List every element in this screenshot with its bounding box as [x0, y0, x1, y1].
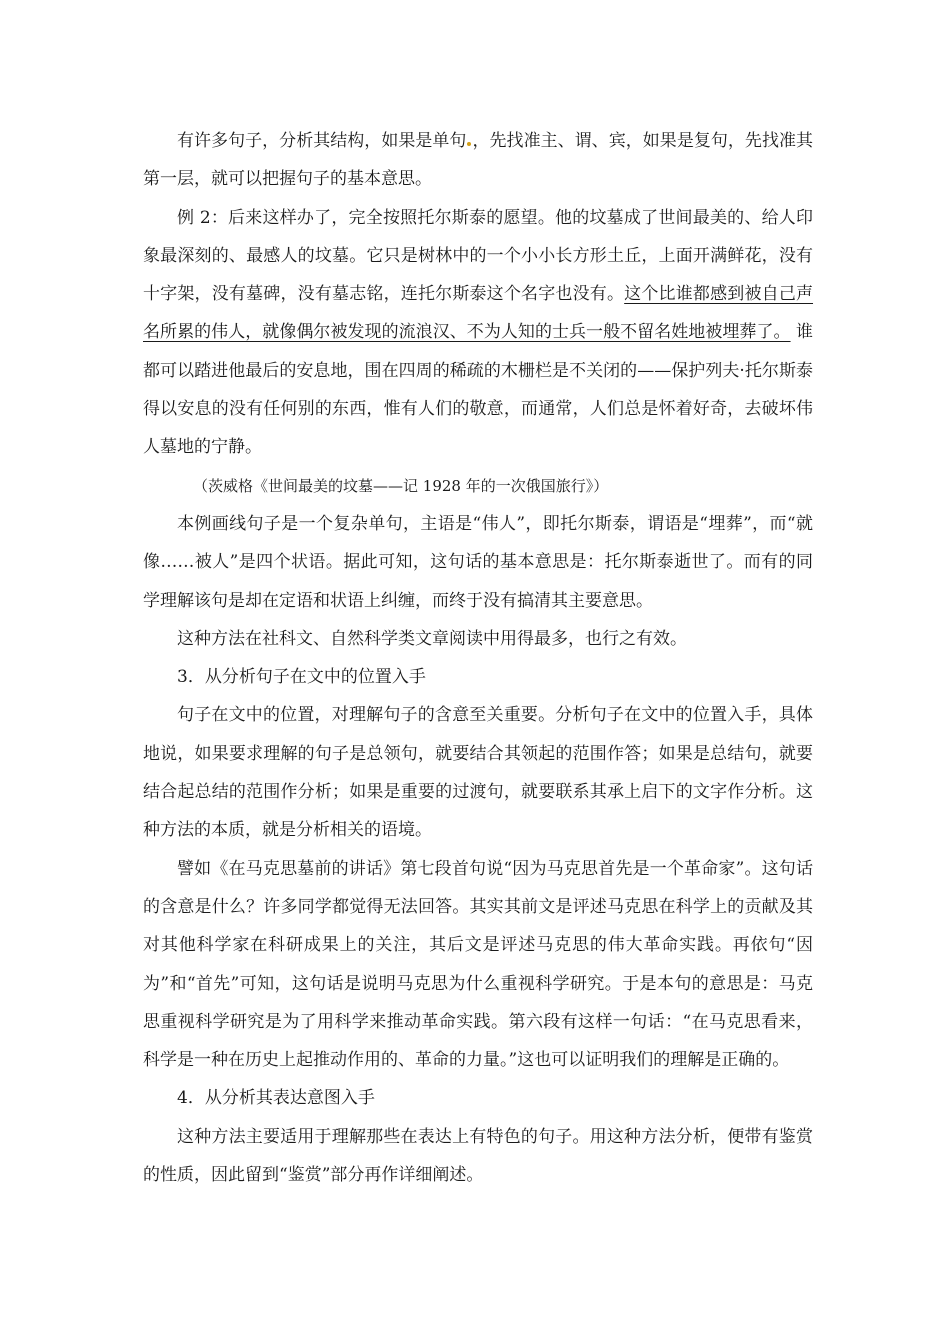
paragraph-text: ，先找准主、谓、宾，如果是复句，先找准其第一层，就可以把握句子的基本意思。 — [143, 131, 814, 190]
source-citation: （茨威格《世间最美的坟墓——记 1928 年的一次俄国旅行》） — [193, 476, 609, 495]
underlined-sentence: 这个比谁都感到被自己声名所累的伟人，就像偶尔被发现的流浪汉、不为人知的士兵一般不留名姓地被埋葬了。 — [143, 284, 814, 343]
paragraph-text: 有许多句子，分析其结构，如果是单句 — [177, 131, 467, 151]
paragraph-method-note: 这种方法在社科文、自然科学类文章阅读中用得最多，也行之有效。 — [177, 628, 687, 649]
paragraph-marx-example: 譬如《在马克思墓前的讲话》第七段首句说“因为马克思首先是一个革命家”。这句话的含意是什么？许多同学都觉得无法回答。其实其前文是评述马克思在科学上的贡献及其对其他科学家在科研成果上的关注，其后文是评述马克思的伟大革命实践。再依句“因为”和“首先”可知，这句话是说明马克思为什么重视科学研究。于是本句的意思是：马克思重视科学研究是为了用科学来推动革命实践。第六段有这样一句话：“在马克思看来，科学是一种在历史上起推动作用的、革命的力量。”这也可以证明我们的理解是正确的。 — [143, 858, 813, 1071]
document-body — [143, 122, 813, 1194]
section-heading-4: 4．从分析其表达意图入手 — [177, 1088, 375, 1109]
paragraph-example-2 — [143, 199, 813, 467]
annotation-mark-icon — [467, 142, 471, 146]
paragraph-analysis: 本例画线句子是一个复杂单句，主语是“伟人”，即托尔斯泰，谓语是“埋葬”，而“就像……被人”是四个状语。据此可知，这句话的基本意思是：托尔斯泰逝世了。而有的同学理解该句是却在定语和状语上纠缠，而终于没有搞清其主要意思。 — [143, 513, 813, 611]
paragraph-intent: 这种方法主要适用于理解那些在表达上有特色的句子。用这种方法分析，便带有鉴赏的性质，因此留到“鉴赏”部分再作详细阐述。 — [143, 1126, 813, 1186]
paragraph-sentence-structure — [143, 122, 813, 199]
example-text: 例 2：后来这样办了，完全按照托尔斯泰的愿望。他的坟墓成了世间最美的、给人印象最深刻的、最感人的坟墓。它只是树林中的一个小小长方形土丘，上面开满鲜花，没有十字架，没有墓碑，没有墓志铭，连托尔斯泰这个名字也没有。 — [143, 207, 813, 305]
paragraph-position: 句子在文中的位置，对理解句子的含意至关重要。分析句子在文中的位置入手，具体地说，如果要求理解的句子是总领句，就要结合其领起的范围作答；如果是总结句，就要结合起总结的范围作分析；如果是重要的过渡句，就要联系其承上启下的文字作分析。这种方法的本质，就是分析相关的语境。 — [143, 705, 813, 841]
example-text: 谁都可以踏进他最后的安息地，围在四周的稀疏的木栅栏是不关闭的——保护列夫·托尔斯泰得以安息的没有任何别的东西，惟有人们的敬意，而通常，人们总是怀着好奇，去破坏伟人墓地的宁静。 — [143, 322, 814, 458]
section-heading-3: 3．从分析句子在文中的位置入手 — [177, 667, 426, 688]
